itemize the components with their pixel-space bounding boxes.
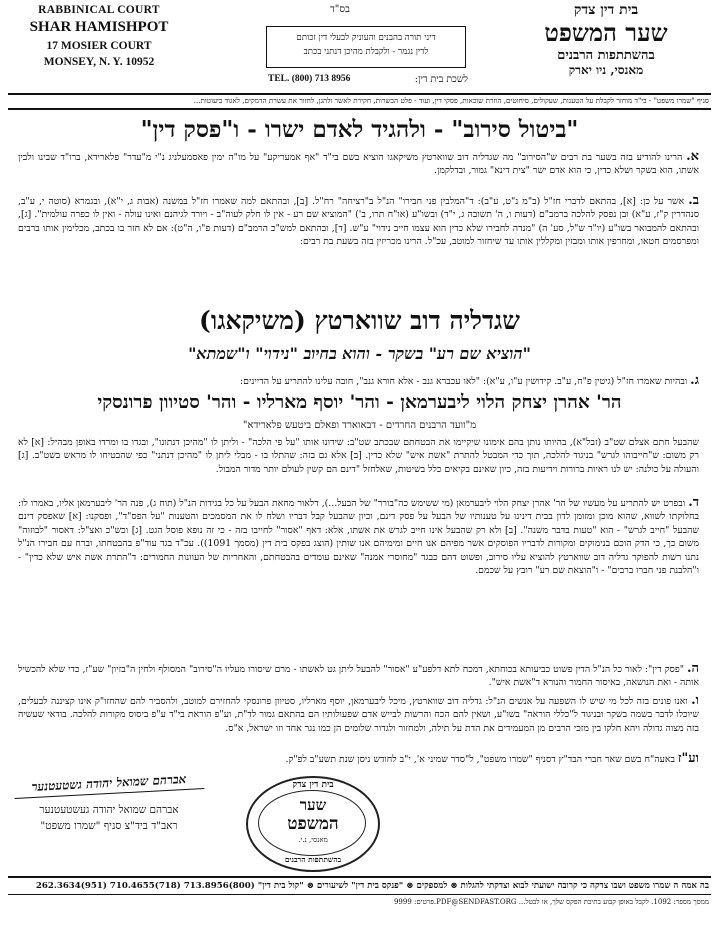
court-stamp	[246, 776, 380, 872]
name-headline: שגדליה דוב שווארטץ (משיקאגו)	[199, 306, 520, 335]
paragraph-b-text: אשר על כן: [א], בהתאם לדברי חז"ל (ב"מ נ"ט, ע"ב): ד"המלבין פני חבירו" הנ"ל ב"רציחה" רח"ל. [ב], ובהתאם למה שאמרו חז"ל במשנה (אבות ג, י"א), ובגמרא (סוטה י, ע"ב, סנהדרין ק"ז, ע"א) ובן נפסק להלכה ברמב"ם (דעות ו, ה' תשובה ג, י"ד) ובשו"ע (או"ח תרו, ב') "המוציא שם רע - אין לו חלק לעוה"ב - ויורד לגיהנם ואינו עולה - ואין לו כפרה עולמית". [ג], ובהתאם להמבואר בשו"ע (יו"ד ש"ל, סע' ה) "מנדה לחבירו שלא כדין הוא עצמו חייב נידוי" ע"ש. [ד], ובהתאם למש"כ הרמב"ם (דעות פ"ו, ה"ט): אם לא חזר בו בכתב, מכלימין אותו ברבים ומפרסמים חטאו, ומחרפין אותו ומבזין ומקללין אותו עד שיחזור למוטב, עכ"ל. הרינו מכריזין בזה בשעת בת רבים:	[18, 196, 699, 248]
stamp-line-1: שער	[299, 796, 327, 814]
paragraph-g-continued: שהבעל חתם אצלם שט"ב (זבל"א), בהיותו נותן בהם אימונו שיקיימו את הבטחתם שבכתב שט"ב: שידונו אותו "על פי הלכה" - וליתן לו "מהיכן דנתונו", ובגדו בו ומרדו באופן מבהיל: [א] לא רק משום: ש"חייבוהו לגרש" בניגוד להלכה, תוך כדי המבטל להתרת "אשת איש" שלא כדין. [ב] אלא גם בזה: שהתלו בו - מבלי ליתן לו "מהיכן דנתני" כפי שהבטיחו לו מראש בשט"ב. [ג] והעולה על כולנה: יש לנו ראיות ברורות וידיעות בזה, כיון שאינם בקיאים כלל בשיטות, שאלחזל "דינם הם קשין לעולם יותר מדור המבול.	[18, 437, 699, 475]
closing-line	[18, 752, 699, 768]
court-name-english	[14, 4, 184, 68]
footer-rule-middle	[8, 894, 711, 895]
paragraph-a	[18, 150, 699, 192]
paragraph-d-text: ובפרט יש להתריע על מעשיו של הר' אהרן יצחק הלוי ליבערמאן (מי ששימש כה"בורר" של הבעל...), דלאור מחאת הבעל על כל בגידות הנ"ל (תוח ג), פנה הר' ליבערמאן אליו, באמרו לו: בחלוקתו לשווא, שהוא מוכן ומזומן לדון בבית דינינו על טענותיו של הבעל על פסק דינם, וכיון שהבעל קבל דבריו ושלח לו את המסמכים והטענות "על הפס"ד", ופסקנו: [א] שאפסק דינם שהבעל "חייב לגרש" - הוא "טעות בדבר משנה". [ב] ולא רק שהבעל אינו חייב לגרש את אשתו, אלא: דאף "אסור" לחייבו בזה - כי זה נופא פוסל הגט. [ג] וכש"כ ואצ"ל: דאסור "לבוזוה" משום כך, כי הדק הוכם בנימוקים ומקורות לדבריו הפוסקים אשר מפיהם אנו חיים ומימיהם אנו שותין (הוצג בפקס בית דין (מסמך 1091)). עכ"ד בגד עוד"פ בהבטחתו, וברח עם חבירו הנ"ל נתנו רשות להפוקר גדליה דוב שווארטץ להוציא עליו סירוב, ופשוט דהם כבגד "מחוסרי אמנה" שאינם עומדים בהבטחתם, והאחריות של העוונות החמורים: ד"התרת אשת איש שלא כדין" - ו"הלבנת פני חברו ברבים" - ו"הוצאת שם רע" רובץ על שכמם.	[18, 498, 699, 577]
paragraph-v-lead: ו.	[691, 694, 699, 708]
court-title-hebrew: שער המשפט	[544, 18, 668, 47]
paragraph-d	[18, 496, 699, 658]
phone-line	[268, 74, 468, 85]
court-city-hebrew: מאנסי, ניו יארק	[568, 63, 644, 77]
court-participation-hebrew: בהשתתפות הרבנים	[557, 48, 655, 63]
paragraph-h-lead: ה.	[686, 662, 699, 676]
paragraph-v	[18, 694, 699, 750]
paragraph-g	[18, 374, 699, 390]
closing-text: באעה"ח בשם שאר חברי הבד"ץ דסניף "שמרו משפט", ל"סדר שמיני א', י"ב לחודש ניסן שנת תשע"ב לפ"ק.	[285, 754, 675, 765]
footer-rule-top	[8, 876, 711, 878]
stamp-line-3: מאנסי, נ.י.	[298, 836, 328, 844]
document-title: "ביטול סירוב" - ולהגיד לאדם ישרו - ו"פסק דין"	[140, 116, 579, 143]
dayanim-names: הר' אהרן יצחק הלוי ליבערמאן - והר' יוסף מארליו - והר' סטיוון פרונסקי	[97, 392, 622, 413]
court-city-english: MONSEY, N. Y. 10952	[43, 56, 155, 68]
phone-label: לשכת בית דין:	[414, 74, 468, 85]
signature-name: אברהם שמואל יהודה געשטעטנער	[39, 804, 179, 816]
court-name-hebrew	[506, 2, 706, 78]
notice-line-2: לדין נגמר - ולקבלת מהיכן דנתני בכתב	[303, 47, 429, 57]
court-label-hebrew: בית דין צדק	[573, 2, 639, 18]
notice-line-1: דיני תורה בהבנים והעוניק לבעלי דין זכותם	[296, 33, 436, 43]
paragraph-d-lead: ד.	[688, 496, 699, 510]
vaad-name: מ"וועד הרבנים החרדים - דבאוארד ופאלם ביטעש פלארידא"	[242, 420, 477, 431]
sub-headline: "הוציא שם רע" בשקר - והוא בחיוב "נידוי" ו"שמתא"	[188, 344, 531, 363]
paragraph-h-text: "פסק דין": לאור כל הנ"ל הדין פשוט כביעותא בכוחתא, דמכח לתא דלפע"ע "אסור" להבעל ליתן גט לאשתו - מרם שיסורו מעליו ה"סירוב" המסולף ולחין ה"בזיון" שע"ז, כדי שלא להכשיל אותה - ואת הנושאה, באיסור החמור והנורא ד"אשת איש".	[18, 664, 699, 689]
paragraph-h	[18, 662, 699, 690]
paragraph-v-text: ואנו פונים בזה לכל מי שיש לו השפעה על אנשים הנ"ל: גדליה דוב שווארטץ, מיכל ליבערמאן, יוסף מארליו, סטיוון פרונסקי להחזירם למוטב, ולהסביר להם שהחזו"ק אינו קציננה לבעלים, שיוכלו לדבר בשמה בשקר ובניגוד ל"כללי הוראה" בשו"ע, ושאין להם הכח והרשות לבייש אדם שפעולותיו הם בהתאם גמור לד"ת, וע"פ הוראת בי"ד ע"פ ביסוס מקורות להלכה. בודאי שעשיה בזה מצוה גדולה ויהא חלקו בין מזכי הרבים מן המעמידים את הדת על תילה, ולמחזור ולגדור שלומים הן כמו נגר אחד וזו ישראל, א"ס.	[18, 696, 699, 734]
paragraph-g-lead: ג.	[690, 374, 699, 388]
header-rule-bottom	[8, 108, 711, 110]
closing-lead: וע"ז	[677, 752, 699, 766]
court-title-english: SHAR HAMISHPOT	[29, 19, 169, 35]
header-notice-box	[266, 26, 466, 68]
bs-mark: בס"ד	[330, 4, 350, 15]
footer-line-1: בה אמה ה שמרו משפט ושבו צדקה כי קרובה ישועתי לבוא וצדקתי להגלות ⊗ למספקים ⊗ "פנקס בית דין" לשיעורים ⊗ "קול בית דין" (800)713.8956 (718)710.4655 (951)262.3634	[35, 881, 709, 891]
court-street-english: 17 MOSIER COURT	[46, 40, 152, 52]
paragraph-a-text: הרינו להודיע בזה בשער בת רבים ש"הסירוב" מה שגדליה דוב שווארטץ משיקאגו הוציא בשם בי"ד "אף אמעריקע" על מו"ה ימין פאסמעלניג נ"י מ"עדר" פלארידא, ברו"ד שבינו ולבין אשתו, הוא בשקר ושלא כדין, כי הוא אדם ישר "צית דינא" גמור, ובדלקמן.	[18, 152, 699, 177]
paragraph-b	[18, 194, 699, 306]
header-rule-top	[8, 93, 711, 95]
stamp-bottom-text: בהשתתפות הרבנים	[284, 855, 342, 864]
paragraph-a-lead: א.	[686, 150, 699, 164]
signature-title: ראב"ד ביד"צ סניף "שמרו משפט"	[40, 820, 178, 832]
phone-number: TEL. (800) 713 8956	[268, 74, 351, 84]
stamp-line-2: המשפט	[287, 814, 339, 834]
stamp-top-text: בית דין צדק	[292, 780, 334, 790]
signature-handwritten: אברהם שמואל יהודה גשטעטנער	[14, 771, 205, 799]
header-strip: סניף "שמרו משפט" - בי"ד מוחזר לקבלת על הטענות, שעקולים, סיחוטים, הוזרת שוכאות, פסקי דין, ועוד - פלט הכשרות, חקירת לאשר ולהגן, לחזור את עשרת הדמקים, לאגוד ביעוטות...	[193, 96, 709, 105]
court-label-english: RABBINICAL COURT	[38, 4, 160, 16]
paragraph-b-lead: ב.	[688, 194, 699, 208]
footer-line-2: ממסך מספר: 1092. לקבל באופן קבוע בתיבת הפקס שלך, או לבטל... PDF@SENDFAST.ORG.פרטים: 9999	[393, 898, 709, 906]
paragraph-g-text: ובהיות שאמרו חז"ל (גיטין פ"ח, ע"ב. קידושין ע"ו, ע"א): "לאו עכברא גנב - אלא חורא גנב", חובה עלינו להתריע על הדיינים:	[239, 376, 688, 387]
